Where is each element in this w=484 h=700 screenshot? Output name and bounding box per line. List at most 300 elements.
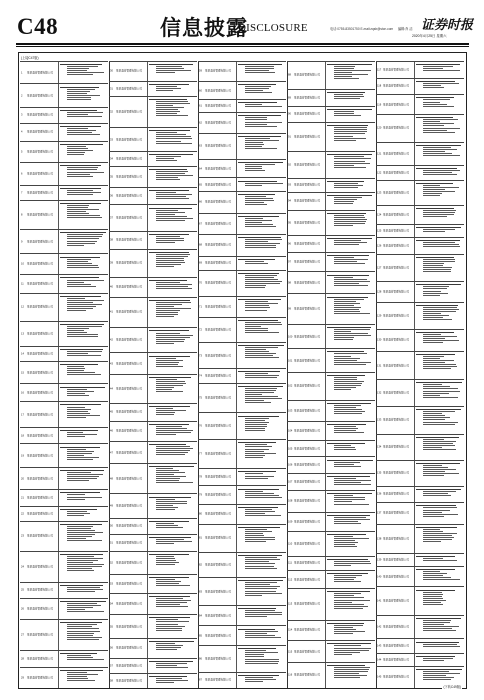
institution-name: 某某基金管理有限公司	[205, 614, 231, 618]
institution-name: 某某基金管理有限公司	[294, 480, 320, 484]
row-number: 123	[377, 191, 382, 195]
institution-details	[149, 83, 196, 95]
table-row	[198, 270, 286, 297]
institution-name: 某某基金管理有限公司	[294, 561, 320, 565]
institution-details	[60, 85, 107, 106]
row-number: 105	[288, 447, 293, 451]
table-row	[20, 321, 108, 346]
row-number: 23	[21, 534, 24, 538]
cell-divider	[58, 552, 59, 582]
row-number: 41	[110, 310, 113, 314]
institution-name: 某某基金管理有限公司	[27, 332, 53, 336]
institution-name: 某某基金管理有限公司	[205, 590, 231, 594]
cell-divider	[236, 469, 237, 485]
cell-divider	[58, 468, 59, 489]
institution-name: 某某基金管理有限公司	[116, 602, 142, 606]
cell-divider	[58, 384, 59, 401]
row-number: 49	[110, 504, 113, 508]
institution-name: 某某基金管理有限公司	[116, 137, 142, 141]
cell-divider	[325, 107, 326, 123]
cell-divider	[147, 152, 148, 166]
table-row	[198, 552, 286, 577]
table-row	[109, 493, 197, 518]
table-row	[20, 506, 108, 521]
table-row	[376, 281, 464, 302]
institution-name: 某某基金管理有限公司	[205, 328, 231, 332]
institution-name: 某某基金管理有限公司	[294, 409, 320, 413]
institution-details	[149, 354, 196, 372]
row-number: 133	[377, 418, 382, 422]
institution-name: 某某基金管理有限公司	[116, 387, 142, 391]
row-number: 67	[199, 222, 202, 226]
table-row	[287, 570, 375, 588]
institution-details	[149, 376, 196, 402]
institution-name: 某某基金管理有限公司	[294, 602, 320, 606]
institution-details	[149, 329, 196, 351]
table-row	[198, 191, 286, 213]
cell-divider	[236, 369, 237, 383]
cell-divider	[147, 464, 148, 494]
institution-details	[60, 63, 107, 82]
row-number: 10	[21, 262, 24, 266]
table-row	[109, 277, 197, 297]
row-number: 95	[288, 221, 291, 225]
cell-divider	[236, 235, 237, 257]
institution-details	[238, 63, 285, 80]
cell-divider	[58, 668, 59, 688]
cell-divider	[414, 461, 415, 486]
cell-divider	[58, 186, 59, 200]
institution-details	[60, 445, 107, 466]
table-row	[287, 210, 375, 235]
row-number: 92	[288, 163, 291, 167]
table-row	[109, 61, 197, 81]
row-number: 29	[21, 676, 24, 680]
row-number: 27	[21, 633, 24, 637]
cell-divider	[147, 615, 148, 637]
cell-divider	[58, 583, 59, 598]
table-row	[109, 187, 197, 205]
institution-name: 某某基金管理有限公司	[294, 520, 320, 524]
row-number: 62	[199, 121, 202, 125]
institution-name: 某某基金管理有限公司	[383, 68, 409, 72]
cell-divider	[325, 236, 326, 251]
cell-divider	[236, 192, 237, 213]
table-row	[376, 114, 464, 141]
institution-details	[60, 553, 107, 581]
institution-name: 某某基金管理有限公司	[205, 243, 231, 247]
table-row	[376, 486, 464, 503]
table-row	[287, 61, 375, 89]
institution-details	[60, 584, 107, 597]
table-row	[198, 439, 286, 468]
table-row	[20, 443, 108, 467]
institution-details	[60, 508, 107, 520]
cell-divider	[414, 525, 415, 553]
row-number: 8	[21, 213, 23, 217]
disclosure-table	[18, 52, 467, 689]
cell-divider	[58, 347, 59, 361]
institution-details	[327, 180, 374, 191]
institution-name: 某某基金管理有限公司	[294, 335, 320, 339]
row-number: 107	[288, 480, 293, 484]
institution-details	[327, 622, 374, 640]
table-row	[198, 61, 286, 81]
cell-divider	[325, 422, 326, 441]
row-number: 75	[199, 396, 202, 400]
cell-divider	[414, 255, 415, 281]
cell-divider	[147, 167, 148, 187]
institution-details	[238, 319, 285, 341]
institution-details	[327, 423, 374, 440]
cell-divider	[325, 179, 326, 192]
table-row	[287, 178, 375, 192]
institution-name: 某某基金管理有限公司	[27, 477, 53, 481]
row-number: 143	[377, 644, 382, 648]
institution-details	[60, 323, 107, 345]
table-row	[20, 123, 108, 141]
row-number: 109	[288, 520, 293, 524]
institution-details	[60, 385, 107, 400]
table-row	[109, 166, 197, 187]
table-row	[20, 229, 108, 253]
institution-details	[416, 408, 463, 433]
row-number: 136	[377, 492, 382, 496]
institution-details	[238, 179, 285, 190]
cell-divider	[414, 282, 415, 302]
institution-details	[60, 164, 107, 184]
row-number: 80	[199, 512, 202, 516]
cell-divider	[147, 82, 148, 96]
institution-details	[238, 215, 285, 233]
institution-name: 某某基金管理有限公司	[205, 261, 231, 265]
row-number: 2	[21, 94, 23, 98]
table-row	[287, 106, 375, 123]
institution-name: 某某基金管理有限公司	[294, 447, 320, 451]
cell-divider	[325, 532, 326, 556]
institution-name: 某某基金管理有限公司	[205, 493, 231, 497]
table-row	[376, 224, 464, 237]
row-number: 130	[377, 338, 382, 342]
table-row	[198, 256, 286, 270]
institution-details	[238, 607, 285, 624]
institution-details	[60, 652, 107, 666]
cell-divider	[325, 401, 326, 421]
table-row	[109, 297, 197, 328]
institution-details	[149, 660, 196, 672]
row-number: 60	[199, 89, 202, 92]
institution-name: 某某基金管理有限公司	[116, 582, 142, 586]
cell-divider	[58, 428, 59, 444]
institution-name: 某某基金管理有限公司	[116, 87, 142, 91]
institution-name: 某某基金管理有限公司	[294, 183, 320, 187]
cell-divider	[325, 152, 326, 177]
institution-name: 某某基金管理有限公司	[205, 183, 231, 187]
table-row	[376, 502, 464, 523]
cell-divider	[58, 124, 59, 141]
institution-name: 某某基金管理有限公司	[383, 244, 409, 248]
institution-name: 某某基金管理有限公司	[383, 103, 409, 107]
institution-details	[327, 492, 374, 510]
cell-divider	[325, 663, 326, 688]
table-row	[20, 162, 108, 185]
institution-name: 某某基金管理有限公司	[383, 171, 409, 175]
cell-divider	[325, 193, 326, 210]
institution-name: 某某基金管理有限公司	[383, 314, 409, 318]
institution-details	[327, 442, 374, 455]
institution-name: 某某基金管理有限公司	[205, 121, 231, 125]
row-number: 32	[110, 110, 113, 114]
cell-divider	[325, 123, 326, 151]
institution-details	[327, 402, 374, 420]
institution-details	[238, 298, 285, 316]
cell-divider	[58, 651, 59, 667]
table-row	[20, 598, 108, 620]
institution-details	[327, 514, 374, 530]
table-row	[109, 96, 197, 128]
institution-details	[416, 226, 463, 236]
row-number: 122	[377, 171, 382, 175]
institution-details	[60, 621, 107, 649]
institution-details	[60, 429, 107, 443]
table-row	[109, 231, 197, 249]
institution-details	[60, 600, 107, 619]
institution-name: 某某基金管理有限公司	[294, 542, 320, 546]
institution-details	[238, 526, 285, 552]
cell-divider	[147, 404, 148, 420]
table-row	[109, 534, 197, 551]
table-row	[287, 662, 375, 688]
table-row	[20, 521, 108, 551]
row-number: 89	[288, 96, 291, 100]
cell-divider	[414, 303, 415, 328]
institution-name: 某某基金管理有限公司	[27, 565, 53, 569]
cell-divider	[414, 554, 415, 566]
institution-name: 某某基金管理有限公司	[27, 172, 53, 176]
cell-divider	[236, 440, 237, 468]
cell-divider	[414, 238, 415, 254]
table-row	[109, 673, 197, 688]
table-row	[287, 421, 375, 441]
table-row	[287, 640, 375, 662]
institution-name: 某某基金管理有限公司	[27, 352, 53, 356]
row-number: 36	[110, 194, 113, 198]
institution-details	[60, 491, 107, 505]
table-row	[287, 400, 375, 421]
row-number: 61	[199, 104, 202, 108]
table-row	[20, 361, 108, 384]
cell-divider	[414, 330, 415, 351]
row-number: 38	[110, 238, 113, 242]
institution-name: 某某基金管理有限公司	[294, 260, 320, 264]
institution-name: 某某基金管理有限公司	[205, 634, 231, 638]
institution-details	[60, 143, 107, 162]
cell-divider	[236, 113, 237, 133]
cell-divider	[414, 166, 415, 180]
table-row	[20, 200, 108, 229]
table-row	[198, 296, 286, 317]
institution-details	[416, 668, 463, 687]
institution-name: 某某基金管理有限公司	[294, 221, 320, 225]
institution-name: 某某基金管理有限公司	[294, 199, 320, 203]
row-number: 113	[288, 602, 293, 606]
row-number: 128	[377, 290, 382, 294]
cell-divider	[147, 188, 148, 205]
table-row	[376, 653, 464, 666]
row-number: 65	[199, 183, 202, 187]
institution-name: 某某基金管理有限公司	[116, 429, 142, 433]
row-number: 145	[377, 675, 382, 679]
institution-details	[416, 436, 463, 459]
table-row	[109, 518, 197, 534]
institution-details	[416, 353, 463, 378]
institution-name: 某某基金管理有限公司	[383, 471, 409, 475]
institution-name: 某某基金管理有限公司	[27, 454, 53, 458]
institution-name: 某某基金管理有限公司	[27, 191, 53, 195]
row-number: 37	[110, 216, 113, 220]
institution-name: 某某基金管理有限公司	[205, 69, 231, 73]
institution-name: 某某基金管理有限公司	[383, 445, 409, 449]
institution-details	[238, 414, 285, 438]
institution-name: 某某基金管理有限公司	[383, 599, 409, 603]
table-row	[287, 473, 375, 490]
row-number: 45	[110, 410, 113, 414]
institution-details	[149, 189, 196, 204]
institution-name: 某某基金管理有限公司	[205, 512, 231, 516]
row-number: 47	[110, 451, 113, 455]
row-number: 111	[288, 561, 292, 565]
institution-name: 某某基金管理有限公司	[205, 374, 231, 378]
cell-divider	[414, 435, 415, 460]
row-number: 81	[199, 536, 202, 540]
table-row	[20, 489, 108, 506]
row-number: 94	[288, 199, 291, 203]
cell-divider	[414, 95, 415, 114]
institution-name: 某某基金管理有限公司	[27, 496, 53, 500]
row-number: 83	[199, 590, 202, 594]
table-row	[20, 427, 108, 444]
institution-name: 某某基金管理有限公司	[27, 413, 53, 417]
row-number: 141	[377, 599, 382, 603]
cell-divider	[58, 84, 59, 107]
row-number: 82	[199, 563, 202, 567]
table-row	[287, 89, 375, 106]
institution-details	[149, 616, 196, 636]
institution-details	[238, 441, 285, 467]
institution-name: 某某基金管理有限公司	[294, 463, 320, 467]
row-number: 137	[377, 511, 382, 515]
table-row	[376, 460, 464, 486]
institution-details	[238, 101, 285, 111]
institution-name: 某某基金管理有限公司	[27, 213, 53, 217]
table-row	[20, 401, 108, 427]
row-number: 30	[110, 69, 113, 73]
institution-details	[238, 506, 285, 523]
institution-name: 某某基金管理有限公司	[205, 104, 231, 108]
institution-details	[149, 423, 196, 440]
row-number: 51	[110, 541, 113, 545]
cell-divider	[236, 134, 237, 159]
row-number: 24	[21, 565, 24, 569]
cell-divider	[58, 599, 59, 620]
institution-name: 某某基金管理有限公司	[205, 475, 231, 479]
table-row	[20, 383, 108, 401]
institution-details	[327, 642, 374, 661]
cell-divider	[414, 380, 415, 406]
cell-divider	[414, 487, 415, 503]
institution-details	[327, 212, 374, 234]
table-row	[287, 252, 375, 272]
institution-name: 某某基金管理有限公司	[116, 238, 142, 242]
row-number: 42	[110, 338, 113, 342]
row-number: 21	[21, 496, 24, 500]
cell-divider	[325, 457, 326, 472]
table-row	[109, 403, 197, 420]
row-number: 142	[377, 625, 382, 629]
institution-name: 某某基金管理有限公司	[116, 679, 142, 683]
institution-details	[327, 475, 374, 489]
table-row	[20, 582, 108, 598]
cell-divider	[58, 490, 59, 506]
institution-details	[238, 579, 285, 604]
row-number: 135	[377, 471, 382, 475]
row-number: 35	[110, 175, 113, 179]
institution-name: 某某基金管理有限公司	[383, 625, 409, 629]
cell-divider	[236, 82, 237, 99]
cell-divider	[236, 505, 237, 524]
row-number: 64	[199, 167, 202, 171]
row-number: 12	[21, 305, 24, 309]
cell-divider	[147, 535, 148, 551]
institution-name: 某某基金管理有限公司	[205, 563, 231, 567]
institution-name: 某某基金管理有限公司	[116, 410, 142, 414]
institution-details	[60, 295, 107, 319]
table-row	[198, 383, 286, 413]
table-row	[376, 180, 464, 205]
cell-divider	[236, 673, 237, 688]
table-row	[376, 142, 464, 165]
institution-name: 某某基金管理有限公司	[383, 84, 409, 88]
cell-divider	[325, 641, 326, 662]
institution-details	[416, 568, 463, 585]
institution-details	[416, 555, 463, 565]
row-number: 9	[21, 240, 23, 244]
contact-line: 电话:0755-83501750 E-mail:zqsb@stcn.com	[330, 27, 394, 31]
cell-divider	[236, 214, 237, 234]
institution-details	[327, 63, 374, 88]
row-number: 90	[288, 112, 291, 116]
institution-details	[149, 129, 196, 150]
institution-name: 某某基金管理有限公司	[116, 261, 142, 265]
row-number: 138	[377, 537, 382, 541]
institution-name: 某某基金管理有限公司	[205, 222, 231, 226]
cell-divider	[236, 62, 237, 81]
cell-divider	[325, 513, 326, 531]
table-row	[376, 553, 464, 566]
table-row	[198, 99, 286, 112]
institution-name: 某某基金管理有限公司	[294, 673, 320, 677]
row-number: 74	[199, 374, 202, 378]
row-number: 114	[288, 628, 293, 632]
table-row	[287, 372, 375, 400]
row-number: 39	[110, 261, 113, 265]
row-number: 16	[21, 391, 24, 395]
cell-divider	[147, 62, 148, 81]
institution-name: 某某基金管理有限公司	[294, 242, 320, 246]
cell-divider	[147, 250, 148, 277]
row-number: 18	[21, 434, 24, 438]
cell-divider	[147, 575, 148, 593]
